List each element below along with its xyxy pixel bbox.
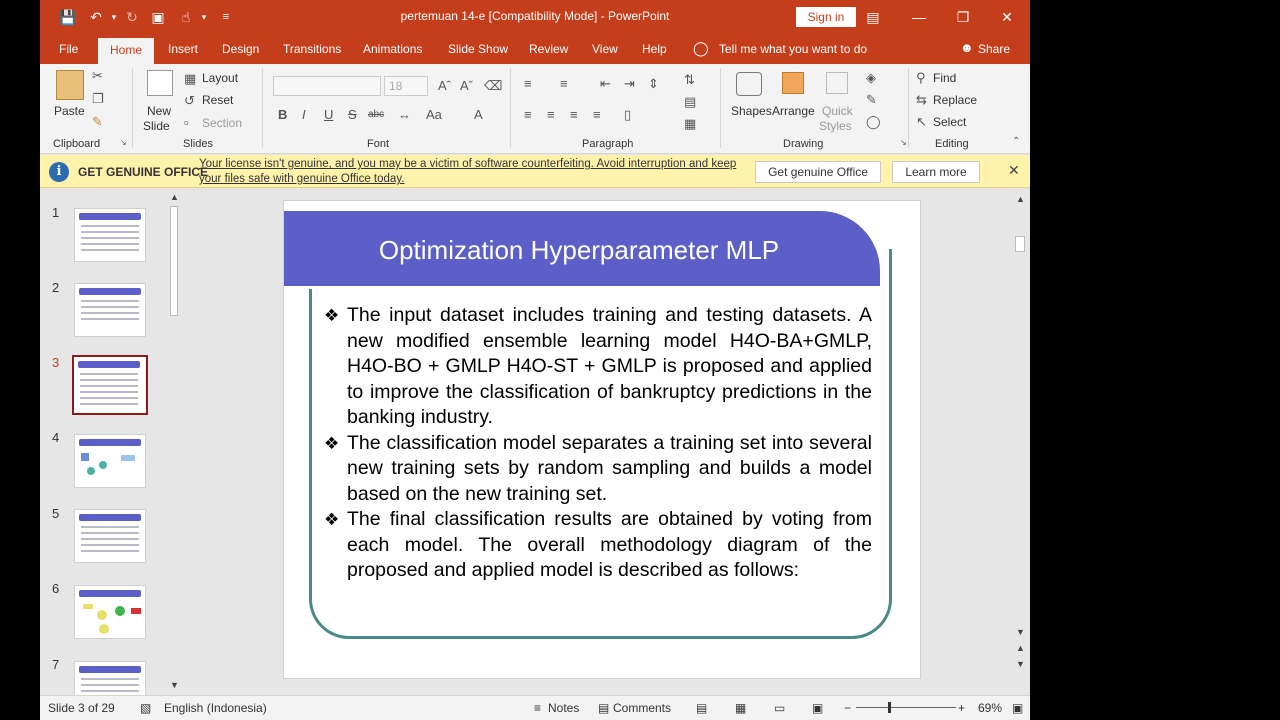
slide-editing-canvas [186,188,1025,695]
normal-view-icon[interactable]: ▤ [696,701,708,715]
scrollbar-thumb[interactable] [1015,236,1025,252]
tab-home[interactable]: Home [98,38,154,64]
ribbon-display-icon[interactable]: ▤ [866,9,880,25]
new-slide-label[interactable]: New [147,104,172,118]
powerpoint-window [40,0,1030,720]
quick-styles-label[interactable]: Quick [822,104,853,118]
genuine-office-banner [40,155,1030,188]
scroll-up-icon[interactable]: ▲ [170,192,179,202]
accessibility-icon[interactable]: ▧ [140,701,152,715]
status-bar [40,695,1030,720]
tab-transitions[interactable]: Transitions [283,42,342,56]
columns-icon[interactable]: ▯ [624,107,632,122]
quick-styles-label-2[interactable]: Styles [819,119,852,133]
slide-title[interactable]: Optimization Hyperparameter MLP [378,235,780,265]
slide[interactable] [283,200,921,679]
char-spacing-icon[interactable]: ↔ [398,107,411,122]
scrollbar-thumb[interactable] [170,206,178,316]
bullets-icon[interactable]: ≡ [524,76,532,91]
thumbnail-number: 1 [52,205,60,220]
shape-effects-icon[interactable]: ◯ [866,114,881,129]
align-text-icon[interactable]: ▤ [684,94,697,109]
scroll-down-icon[interactable]: ▼ [1016,627,1025,637]
slide-sorter-icon[interactable]: ▦ [735,701,747,715]
font-size-combobox[interactable]: 18 [384,76,428,96]
slide-thumbnail-6[interactable] [74,585,146,639]
layout-icon: ▦ [184,71,197,86]
align-center-icon[interactable]: ≡ [547,107,555,122]
minimize-icon[interactable]: — [912,9,926,25]
separator [720,68,721,148]
document-title: pertemuan 14-e [Compatibility Mode] - PowerPoint [400,9,670,23]
font-color-icon[interactable]: A [474,107,483,122]
shape-outline-icon[interactable]: ✎ [866,92,877,107]
separator [132,68,133,148]
replace-button[interactable]: Replace [933,93,978,107]
previous-slide-icon[interactable]: ▲ [1016,643,1025,653]
zoom-level[interactable]: 69% [978,701,1003,715]
shapes-icon[interactable] [736,72,762,96]
language-indicator[interactable]: English (Indonesia) [164,701,267,715]
tab-help[interactable]: Help [642,42,667,56]
ribbon-tabs [40,34,1030,64]
tab-review[interactable]: Review [529,42,569,56]
learn-more-button[interactable]: Learn more [892,161,980,183]
slide-thumbnails-pane [40,188,185,695]
numbering-icon[interactable]: ≡ [560,76,568,91]
bullet-text: The input dataset includes training and testing datasets. A new modified ensemble learning model H4O-BA+GMLP, H4O-BO + GMLP H4O-ST + GMLP is proposed and applied to improve the classification of bankruptcy predictions in the banking industry. [347,304,872,428]
slides-group-label: Slides [183,138,213,150]
slide-title-banner [284,211,880,286]
copy-icon[interactable]: ❐ [92,91,104,106]
clipboard-group-label: Clipboard [53,138,101,150]
tab-design[interactable]: Design [222,42,260,56]
touch-dropdown-icon[interactable]: ▾ [201,12,207,22]
select-icon: ↖ [916,114,927,129]
comments-button[interactable]: Comments [613,701,672,715]
get-genuine-office-button[interactable]: Get genuine Office [755,161,881,183]
thumbnail-number: 5 [52,506,60,521]
canvas-scrollbar[interactable] [1014,190,1026,675]
reset-icon: ↺ [184,93,195,108]
font-name-combobox[interactable] [273,76,381,96]
paste-icon[interactable] [56,70,84,100]
slide-thumbnail-3-selected[interactable] [72,355,148,415]
separator [262,68,263,148]
underline-button[interactable]: U [324,107,334,122]
change-case-button[interactable]: Aa [426,107,442,122]
justify-icon[interactable]: ≡ [593,107,601,122]
italic-button[interactable]: I [302,107,306,122]
thumbnail-number: 6 [52,581,60,596]
notes-button[interactable]: Notes [548,701,580,715]
customize-qat-icon[interactable]: ≡ [222,11,230,23]
find-button[interactable]: Find [933,71,957,85]
bullet-item [324,303,872,431]
diamond-bullet-icon: ❖ [324,510,340,529]
banner-title: GET GENUINE OFFICE [78,165,209,179]
diamond-bullet-icon: ❖ [324,306,340,325]
slideshow-start-icon[interactable]: ▣ [151,9,165,25]
bold-button[interactable]: B [278,107,288,122]
thumbnail-number: 4 [52,430,60,445]
increase-indent-icon[interactable]: ⇥ [624,76,635,91]
format-painter-icon[interactable]: ✎ [92,114,103,129]
shapes-button[interactable]: Shapes [731,104,772,118]
notes-icon: ≡ [534,701,542,715]
thumbnail-number: 7 [52,657,60,672]
increase-font-icon[interactable]: Aˆ [438,78,451,93]
scroll-down-icon[interactable]: ▼ [170,680,179,690]
slide-body-text[interactable] [324,303,872,584]
scroll-up-icon[interactable]: ▲ [1016,194,1025,204]
section-button[interactable]: Section [202,116,243,130]
arrange-button[interactable]: Arrange [772,104,815,118]
thumbnail-number: 2 [52,280,60,295]
bullet-item [324,507,872,584]
text-direction-icon[interactable]: ⇅ [684,72,695,87]
select-button[interactable]: Select [933,115,967,129]
tab-animations[interactable]: Animations [363,42,423,56]
shape-fill-icon[interactable]: ◈ [866,70,876,85]
info-icon: i [49,162,69,182]
arrange-icon[interactable] [782,72,804,94]
slide-thumbnail-1[interactable] [74,208,146,262]
zoom-slider-thumb[interactable] [888,702,891,713]
reset-button[interactable]: Reset [202,93,234,107]
sign-in-button[interactable]: Sign in [796,7,856,27]
lightbulb-icon: ◯ [693,40,709,56]
title-bar [40,0,1030,34]
strikethrough-button[interactable]: abc [368,109,385,120]
layout-button[interactable]: Layout [202,71,239,85]
title-underline [284,286,850,289]
find-icon: ⚲ [916,70,926,85]
diamond-bullet-icon: ❖ [324,433,340,453]
tab-file[interactable]: File [59,42,79,56]
cut-icon[interactable]: ✂ [92,68,103,83]
comments-icon: ▤ [598,701,610,715]
close-banner-icon[interactable]: ✕ [1008,162,1020,178]
tell-me-search[interactable]: Tell me what you want to do [719,42,868,56]
slide-counter: Slide 3 of 29 [48,701,115,715]
tab-view[interactable]: View [592,42,618,56]
paragraph-group-label: Paragraph [582,138,634,150]
decrease-font-icon[interactable]: Aˇ [460,78,473,93]
share-button[interactable]: Share [978,42,1011,56]
smartart-icon[interactable]: ▦ [684,116,697,131]
zoom-in-icon[interactable]: + [958,701,966,715]
new-slide-label-2[interactable]: Slide [143,119,170,133]
undo-dropdown-icon[interactable]: ▾ [111,12,117,22]
thumbnails-scrollbar[interactable] [168,190,180,692]
bullet-text: The classification model separates a training set into several new training sets by random sampling and builds a model based on the new training set. [347,431,872,505]
undo-icon[interactable]: ↶ [90,9,102,25]
thumbnail-number: 3 [52,355,60,370]
shadow-button[interactable]: S [348,107,357,122]
font-group-label: Font [367,138,390,150]
slide-thumbnail-4[interactable] [74,434,146,488]
line-spacing-icon[interactable]: ⇕ [648,76,659,91]
banner-message-link[interactable]: Your license isn't genuine, and you may be a victim of software counterfeiting. Avoid interruption and keep your files safe with genuine Office today. [199,158,737,185]
decrease-indent-icon[interactable]: ⇤ [600,76,611,91]
redo-icon[interactable]: ↻ [126,9,138,25]
drawing-group-label: Drawing [783,138,824,150]
slide-thumbnail-7[interactable] [74,661,146,695]
paste-button[interactable]: Paste [54,104,85,118]
bullet-text: The final classification results are obtained by voting from each model. The overall methodology diagram of the proposed and applied model is described as follows: [347,508,872,581]
align-left-icon[interactable]: ≡ [524,107,532,122]
close-icon[interactable]: ✕ [1001,9,1013,25]
bullet-item [324,431,872,508]
zoom-out-icon[interactable]: − [844,701,852,715]
slideshow-view-icon[interactable]: ▣ [812,701,824,715]
section-icon: ▫ [184,115,189,130]
slide-thumbnail-5[interactable] [74,509,146,563]
zoom-slider[interactable] [856,707,956,708]
clear-formatting-icon[interactable]: ⌫ [484,78,503,93]
reading-view-icon[interactable]: ▭ [774,701,786,715]
slide-thumbnail-2[interactable] [74,283,146,337]
collapse-ribbon-icon[interactable]: ⌃ [1012,136,1021,147]
maximize-icon[interactable]: ❐ [956,9,970,25]
next-slide-icon[interactable]: ▼ [1016,659,1025,669]
fit-to-window-icon[interactable]: ▣ [1012,701,1024,715]
quick-styles-icon[interactable] [826,72,848,94]
replace-icon: ⇆ [916,92,927,107]
save-icon[interactable]: 💾 [59,9,77,25]
touch-mode-icon[interactable]: ☝ [181,9,191,25]
clipboard-launcher-icon[interactable]: ↘ [120,138,127,147]
tab-slide-show[interactable]: Slide Show [448,42,509,56]
align-right-icon[interactable]: ≡ [570,107,578,122]
new-slide-icon[interactable] [147,70,173,96]
share-person-icon: ☻ [960,40,974,55]
separator [908,68,909,148]
drawing-launcher-icon[interactable]: ↘ [900,138,907,147]
ribbon [40,64,1030,154]
tab-insert[interactable]: Insert [168,42,199,56]
editing-group-label: Editing [935,138,969,150]
separator [510,68,511,148]
